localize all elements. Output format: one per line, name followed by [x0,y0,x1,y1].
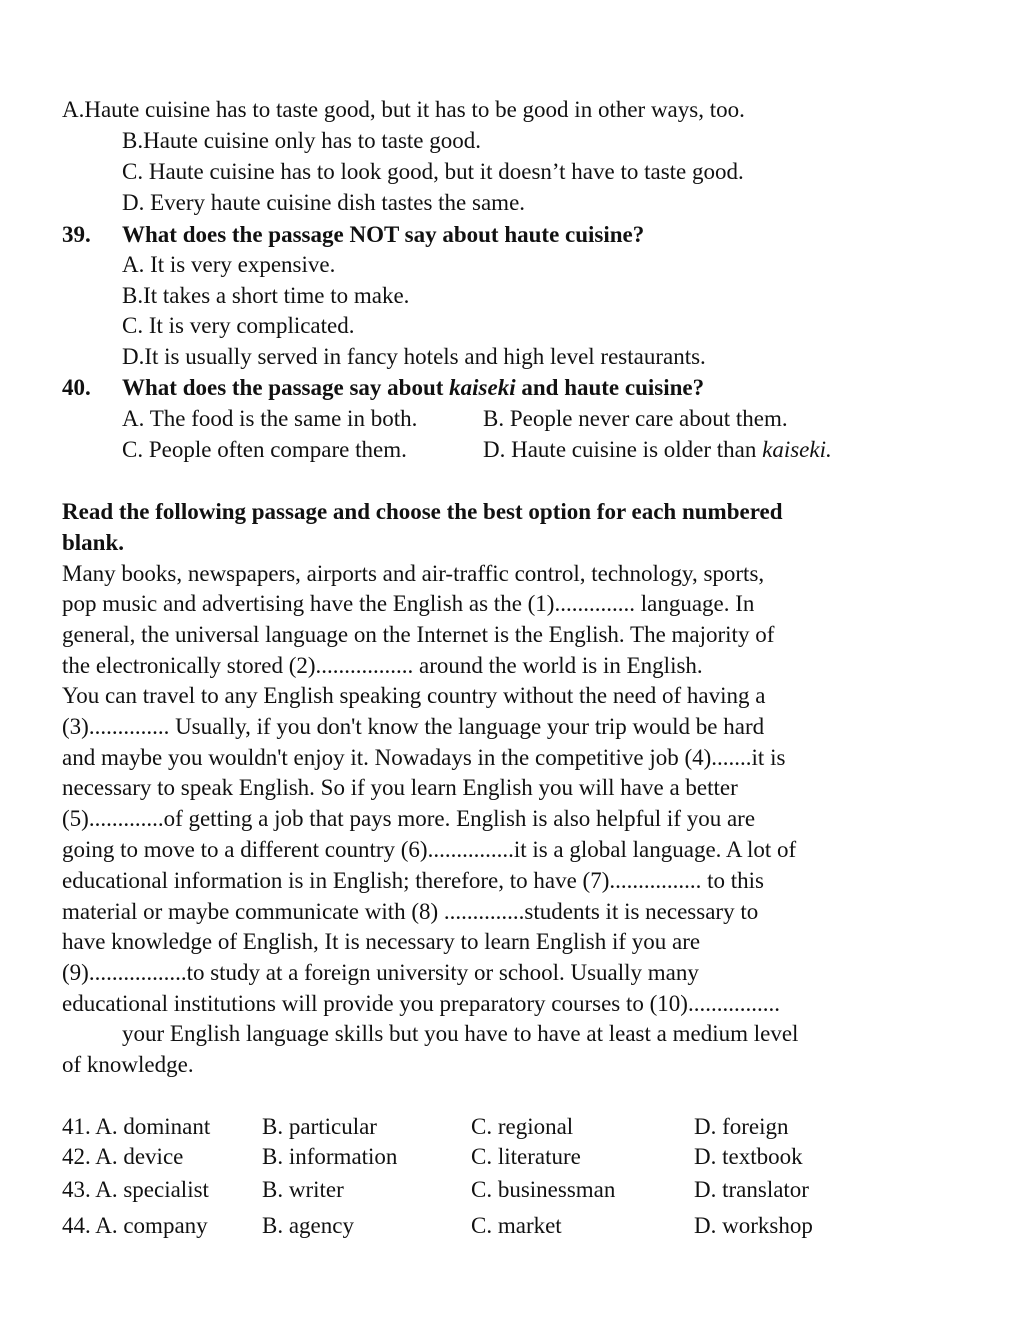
q40-option-b: B. People never care about them. [483,406,788,431]
passage-line: and maybe you wouldn't enjoy it. Nowadays in the competitive job (4).......it is [62,745,786,770]
q39-option-b: B.It takes a short time to make. [122,283,410,308]
q38-option-b: B.Haute cuisine only has to taste good. [122,128,481,153]
answer-42-d: D. textbook [694,1144,803,1169]
q40-option-d-pre: D. Haute cuisine is older than [483,437,763,462]
answer-42-b: B. information [262,1144,398,1169]
instruction-line-2: blank. [62,530,125,555]
q38-option-d: D. Every haute cuisine dish tastes the same. [122,190,526,215]
instruction-line-1: Read the following passage and choose the best option for each numbered [62,499,783,524]
answer-44-b: B. agency [262,1213,354,1238]
answer-42-a: 42. A. device [62,1144,184,1169]
answer-43-b: B. writer [262,1177,344,1202]
answer-43-c: C. businessman [471,1177,616,1202]
q39-number: 39. [62,222,91,247]
answer-43-d: D. translator [694,1177,809,1202]
answer-42-c: C. literature [471,1144,581,1169]
answer-row-42 [0,1142,1024,1172]
answer-41-a: 41. A. dominant [62,1114,211,1139]
answer-41-d: D. foreign [694,1114,789,1139]
q39-option-c: C. It is very complicated. [122,313,355,338]
answer-row-41 [0,1112,1024,1142]
q39-question: What does the passage NOT say about haute cuisine? [122,222,645,247]
answer-44-d: D. workshop [694,1213,813,1238]
q40-question-italic: kaiseki [449,375,516,400]
q40-number: 40. [62,375,91,400]
answer-43-a: 43. A. specialist [62,1177,209,1202]
passage-line: educational information is in English; therefore, to have (7)................ to this [62,868,764,893]
q40-option-d [483,435,832,465]
passage-line: Many books, newspapers, airports and air-traffic control, technology, sports, [62,561,765,586]
q40-option-c: C. People often compare them. [122,437,407,462]
q40-question [122,373,704,403]
q40-option-d-italic: kaiseki. [762,437,832,462]
passage-line: (5).............of getting a job that pays more. English is also helpful if you are [62,806,756,831]
passage-line: (9).................to study at a foreign university or school. Usually many [62,960,699,985]
passage-line: necessary to speak English. So if you learn English you will have a better [62,775,738,800]
q39-option-d: D.It is usually served in fancy hotels and high level restaurants. [122,344,706,369]
answer-41-c: C. regional [471,1114,574,1139]
passage-line: You can travel to any English speaking country without the need of having a [62,683,766,708]
passage-line: general, the universal language on the Internet is the English. The majority of [62,622,775,647]
passage-line: the electronically stored (2)................. around the world is in English. [62,653,703,678]
passage-line: of knowledge. [62,1052,194,1077]
passage-line: going to move to a different country (6)...............it is a global language. A lot of [62,837,797,862]
passage-line: educational institutions will provide you preparatory courses to (10)................ [62,991,780,1016]
answer-row-43 [0,1175,1024,1205]
passage-line: your English language skills but you have to have at least a medium level [122,1021,799,1046]
q40-question-pre: What does the passage say about [122,375,450,400]
q40-question-post: and haute cuisine? [515,375,705,400]
answer-44-a: 44. A. company [62,1213,208,1238]
passage-line: material or maybe communicate with (8) ..............students it is necessary to [62,899,759,924]
answer-44-c: C. market [471,1213,562,1238]
answer-row-44 [0,1211,1024,1241]
q40-option-a: A. The food is the same in both. [122,406,418,431]
q38-option-c: C. Haute cuisine has to look good, but it doesn’t have to taste good. [122,159,744,184]
q38-option-a: A.Haute cuisine has to taste good, but it has to be good in other ways, too. [62,97,745,122]
passage-line: (3).............. Usually, if you don't know the language your trip would be hard [62,714,765,739]
passage-line: pop music and advertising have the English as the (1).............. language. In [62,591,755,616]
passage-line: have knowledge of English, It is necessary to learn English if you are [62,929,701,954]
q39-option-a: A. It is very expensive. [122,252,336,277]
answer-41-b: B. particular [262,1114,377,1139]
